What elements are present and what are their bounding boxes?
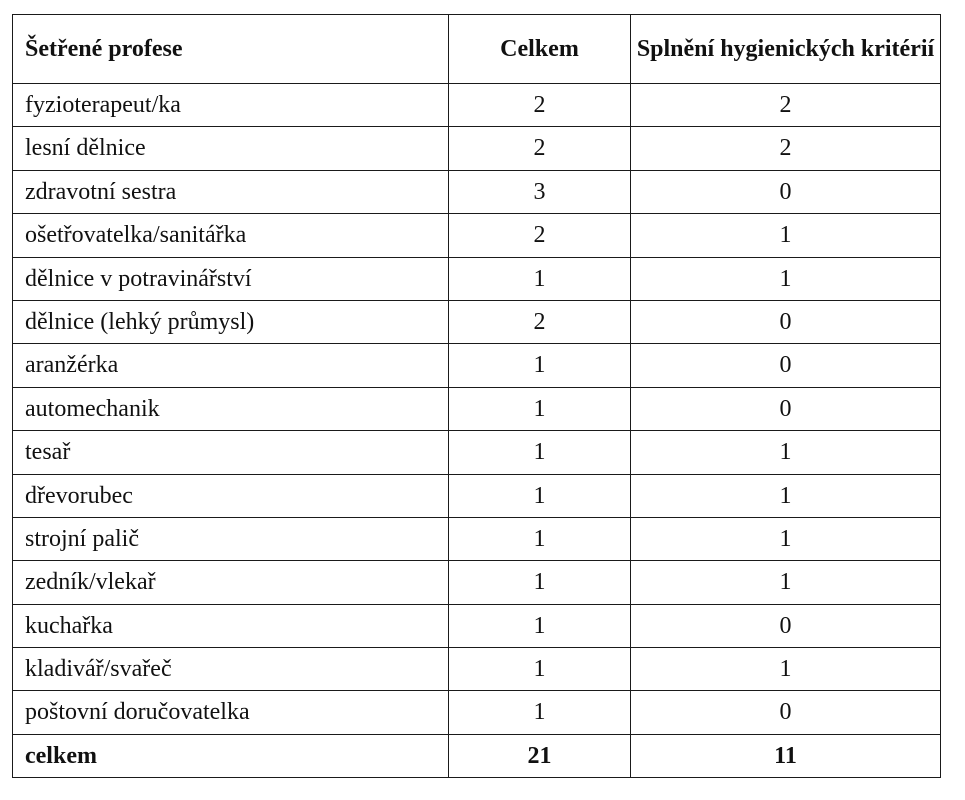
cell-total: 1 [449,431,631,474]
table-header-row [13,15,941,84]
total-criteria-met: 11 [631,734,941,777]
cell-profession: zedník/vlekař [13,561,449,604]
table-row [13,214,941,257]
cell-total: 2 [449,127,631,170]
table-row [13,648,941,691]
cell-profession: kuchařka [13,604,449,647]
cell-total: 2 [449,214,631,257]
cell-profession: zdravotní sestra [13,170,449,213]
cell-criteria-met: 0 [631,300,941,343]
total-count: 21 [449,734,631,777]
table-row [13,127,941,170]
professions-table [12,14,941,778]
header-profession: Šetřené profese [13,15,449,84]
cell-criteria-met: 1 [631,517,941,560]
cell-profession: ošetřovatelka/sanitářka [13,214,449,257]
cell-profession: dělnice v potravinářství [13,257,449,300]
cell-total: 1 [449,517,631,560]
total-label: celkem [13,734,449,777]
table-row [13,344,941,387]
cell-criteria-met: 0 [631,344,941,387]
cell-criteria-met: 1 [631,257,941,300]
cell-total: 1 [449,344,631,387]
table-row [13,691,941,734]
cell-criteria-met: 1 [631,214,941,257]
cell-profession: kladivář/svařeč [13,648,449,691]
cell-criteria-met: 2 [631,127,941,170]
cell-profession: poštovní doručovatelka [13,691,449,734]
cell-total: 1 [449,604,631,647]
cell-profession: tesař [13,431,449,474]
cell-criteria-met: 0 [631,170,941,213]
cell-criteria-met: 1 [631,474,941,517]
table-row [13,431,941,474]
table-row [13,474,941,517]
cell-profession: dělnice (lehký průmysl) [13,300,449,343]
table-row [13,84,941,127]
header-hygiene-criteria: Splnění hygienických kritérií [631,15,941,84]
table-row [13,170,941,213]
cell-profession: strojní palič [13,517,449,560]
cell-criteria-met: 2 [631,84,941,127]
table-row [13,257,941,300]
cell-profession: dřevorubec [13,474,449,517]
table-row [13,604,941,647]
cell-total: 1 [449,474,631,517]
table-row [13,387,941,430]
cell-total: 1 [449,691,631,734]
cell-total: 1 [449,561,631,604]
professions-table-wrapper [12,14,940,778]
cell-criteria-met: 0 [631,387,941,430]
cell-criteria-met: 1 [631,648,941,691]
table-row [13,300,941,343]
cell-profession: automechanik [13,387,449,430]
table-row [13,561,941,604]
cell-criteria-met: 0 [631,691,941,734]
cell-total: 1 [449,257,631,300]
table-row [13,517,941,560]
cell-criteria-met: 0 [631,604,941,647]
cell-criteria-met: 1 [631,561,941,604]
cell-profession: lesní dělnice [13,127,449,170]
cell-profession: aranžérka [13,344,449,387]
cell-criteria-met: 1 [631,431,941,474]
header-total: Celkem [449,15,631,84]
cell-total: 3 [449,170,631,213]
cell-profession: fyzioterapeut/ka [13,84,449,127]
cell-total: 2 [449,84,631,127]
table-total-row [13,734,941,777]
cell-total: 1 [449,648,631,691]
cell-total: 2 [449,300,631,343]
cell-total: 1 [449,387,631,430]
